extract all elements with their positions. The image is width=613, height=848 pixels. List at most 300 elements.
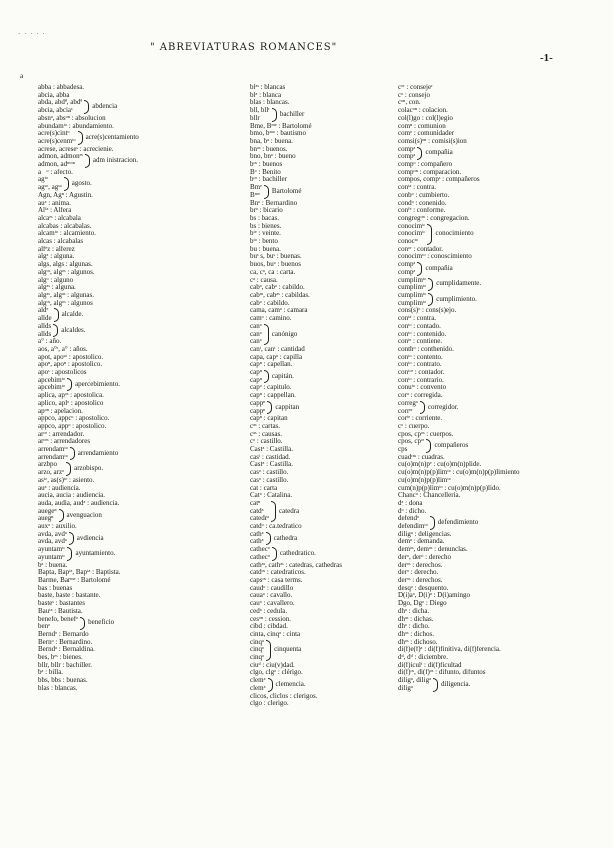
glossary-entry: cᵃ : causa. (250, 276, 278, 284)
abbreviation-form: cathecᵒ (250, 546, 270, 554)
glossary-entry: baste, baste : bastante. (38, 592, 101, 600)
glossary-group (38, 546, 216, 561)
abbreviation-form: cathecᵒ (250, 553, 270, 561)
glossary-entry: cathᵃˢ, cathᵃˢ : catedras, cathedras (250, 561, 342, 569)
abbreviation-form: admon, adᵐᵒⁿ (38, 161, 75, 169)
glossary-entry: cabᵒ : cabildo. (250, 299, 290, 307)
glossary-group (38, 99, 216, 114)
glossary-entry: Alᶠᵃ : Alfera (38, 207, 72, 215)
brace-mark (54, 308, 59, 321)
glossary-entry: appco, appcᵒ : apostolico. (38, 415, 110, 423)
glossary-entry: caudᵒ : caudillo (250, 584, 294, 592)
glossary-entry: conocimᵗᵒ : conoscimiento (398, 253, 472, 261)
glossary-group (38, 153, 216, 168)
glossary-entry: dᵈ, dᵈ : diciembre. (398, 654, 449, 662)
expansion-text: avdiencia (76, 533, 104, 542)
glossary-entry: cedᵃ : cedula. (250, 607, 288, 615)
abbreviation-forms (250, 546, 270, 561)
margin-mark: a (20, 72, 24, 80)
glossary-entry: bas : buenas (38, 584, 73, 592)
expansion-text: canónigo (271, 329, 298, 338)
brace-mark (66, 462, 71, 475)
glossary-group (398, 146, 576, 161)
brace-mark (85, 154, 90, 167)
abbreviation-forms (38, 130, 76, 145)
glossary-entry: cᵃˢ : causas. (250, 430, 282, 438)
glossary-entry: acrese, acreseˢ : acrecienie. (38, 145, 114, 153)
abbreviation-form: arzbpo (38, 461, 58, 469)
abbreviation-forms (38, 616, 78, 631)
brace-mark (420, 401, 425, 414)
brace-mark (266, 640, 271, 661)
glossary-entry: buˢ s, buˢ : buenas. (250, 253, 302, 261)
glossary-entry: aplico, aplᵒ : apostolico (38, 399, 104, 407)
glossary-entry: bs : bacas. (250, 214, 279, 222)
glossary-group (398, 277, 576, 292)
abbreviation-form: conocimᵗᵒ (398, 230, 426, 238)
glossary-entry: congregᵒⁿ : congregacion. (398, 214, 470, 222)
abbreviation-forms (38, 461, 64, 476)
abbreviation-forms (398, 277, 426, 292)
glossary-group (398, 261, 576, 276)
glossary-entry: di(f)ᵒˢ, di(f)ᵒˢ : difunto, difuntos (398, 669, 486, 677)
glossary-entry: bᵒˢ : buenos (250, 161, 283, 169)
abbreviation-forms (250, 369, 262, 384)
abbreviation-form: ayuntamᵗᵒ (38, 553, 66, 561)
glossary-entry: casᵗ : castidad. (250, 453, 291, 461)
brace-mark (427, 224, 432, 245)
glossary-entry: cauaᵒ : cavallo. (250, 592, 293, 600)
brace-mark (271, 501, 276, 522)
abbreviation-form: acre(s)cenmᵗᵒ (38, 137, 76, 145)
glossary-entry: capᵒ : capitulo. (250, 384, 292, 392)
glossary-entry: conᵗᵒ : contrario. (398, 376, 444, 384)
glossary-group (38, 307, 216, 322)
glossary-entry: dᵒ : dicho. (398, 507, 427, 515)
glossary-entry: Bme, Bᵐᵉ : Bartolomé (250, 122, 312, 130)
glossary-entry: algᵒˢ, algᵒˢ : algunos. (38, 268, 95, 276)
corner-mark: · · · · · (18, 30, 46, 38)
brace-mark (67, 547, 72, 560)
glossary-entry: bᵃ : billa. (38, 669, 64, 677)
glossary-entry: alcabas : alcabalas. (38, 222, 92, 230)
brace-mark (78, 131, 83, 144)
glossary-entry: cabᵒ, cabᵒ : cabildo. (250, 284, 305, 292)
glossary-entry: demᵃˢ, demᵃˢ : denunclas. (398, 546, 468, 554)
glossary-entry: aᷜᵒ : afecto. (38, 168, 73, 176)
glossary-entry: corᵃ : corregida. (398, 392, 443, 400)
abbreviation-forms (38, 508, 57, 523)
page-number: -1- (540, 52, 553, 64)
glossary-entry: derᵒˢ : derechos. (398, 561, 443, 569)
glossary-entry: bu : buena. (250, 245, 281, 253)
glossary-entry: abba : abbadesa. (38, 84, 85, 91)
glossary-entry: cum(n)p(p)limᵗᵒ : cu(o)m(n)p(p)lido. (398, 484, 501, 492)
glossary-entry: comsi(s)ᵒⁿ : comisi(s)ion (398, 137, 467, 145)
expansion-text: compañia (425, 264, 453, 273)
glossary-entry: ciuᵈ : ciu(v)dad. (250, 661, 295, 669)
glossary-group (38, 176, 216, 191)
abbreviation-form: cumplimᵗᵒ (398, 291, 427, 299)
glossary-entry: bbs, bbs : buenas. (38, 677, 88, 685)
glossary-entry: brᵒ : bicario (250, 207, 283, 215)
expansion-text: cathedratico. (279, 549, 316, 558)
brace-mark (53, 324, 58, 337)
glossary-group (38, 616, 216, 631)
glossary-entry: bllr, bllr : bachiller. (38, 661, 92, 669)
glossary-entry: conthᵒ : conthenido. (398, 345, 454, 353)
expansion-text: cathedra (273, 533, 298, 542)
glossary-column-1 (38, 84, 216, 693)
abbreviation-form: arrendamᵗᵒ (38, 453, 68, 461)
abbreviation-form: compᵃ (398, 145, 416, 153)
glossary-entry: casᵒ : castillo. (250, 469, 289, 477)
abbreviation-form: diligᵃ, diligᵃ (398, 677, 431, 685)
brace-mark (430, 516, 435, 529)
glossary-entry: capa, capᵃ : capilla (250, 353, 303, 361)
expansion-text: abdencia (92, 102, 118, 111)
glossary-entry: casᵒ : castillo. (250, 476, 289, 484)
glossary-entry: asᵗᵒ, as(s)ᵗᵒ : asiento. (38, 476, 95, 484)
abbreviation-form: conocᵗᵒ (398, 238, 419, 246)
glossary-entry: cu(o)m(n)pᵉ : cu(o)m(n)plide. (398, 461, 482, 469)
glossary-entry: bno, bnᵒ : bueno (250, 153, 296, 161)
glossary-column-3 (398, 84, 576, 693)
glossary-entry: bes, bᵉˢ : bienes. (38, 654, 83, 662)
glossary-entry: alcaᵉˢ : alcabala (38, 214, 81, 222)
glossary-entry: dhᵒ : dicho. (398, 623, 430, 631)
abbreviation-forms (398, 223, 425, 246)
glossary-entry: cᵒʳ : consejeʳ (398, 84, 433, 91)
abbreviation-forms (38, 531, 67, 546)
glossary-entry: blᵃˢ : blancas (250, 84, 286, 91)
glossary-entry: cᵒ : cuerpo. (398, 422, 430, 430)
glossary-entry: Catᵃ : Catalina. (250, 492, 293, 500)
abbreviation-form: cinqᵃ (250, 638, 264, 646)
glossary-group (38, 508, 216, 523)
glossary-entry: conᶠᵉ : conforme. (398, 207, 446, 215)
abbreviation-forms (250, 107, 270, 122)
abbreviation-form: compᵃ (398, 268, 416, 276)
abbreviation-forms (398, 146, 415, 161)
glossary-entry: dhᵒˢ : dichoso. (398, 638, 438, 646)
brace-mark (426, 439, 431, 452)
abbreviation-form: compᵃ (398, 153, 416, 161)
abbreviation-form: cumplimᵗᵒ (398, 299, 427, 307)
glossary-entry: catdᵒˢ : catedraticos. (250, 569, 306, 577)
abbreviation-forms (250, 639, 264, 662)
brace-mark (268, 678, 273, 691)
glossary-entry: apᵒⁿ : apelacion. (38, 407, 83, 415)
glossary-entry: colacᵒⁿ : colacion. (398, 107, 448, 115)
expansion-text: apercebimiento. (75, 379, 120, 388)
glossary-entry: cibd : cibdad. (250, 623, 288, 631)
glossary-entry: conᵒʳ : contador. (398, 245, 443, 253)
glossary-entry: absnᵃ, absᵒⁿ : absolucion (38, 114, 106, 122)
glossary-entry: buos, buᵒ : buenos (250, 261, 302, 269)
glossary-entry: auxᵒ : auxilio. (38, 523, 77, 531)
abbreviation-form: aldᵉ (38, 307, 49, 315)
brace-mark (264, 370, 269, 383)
abbreviation-forms (250, 500, 269, 523)
brace-mark (433, 678, 438, 691)
abbreviation-forms (398, 515, 428, 530)
glossary-entry: cama, camᵃ : camara (250, 307, 308, 315)
glossary-entry: alfᵉz : alferez (38, 245, 75, 253)
glossary-group (398, 400, 576, 415)
glossary-entry: diligᵃ : deligencias. (398, 530, 452, 538)
expansion-text: ayuntamiento. (75, 549, 116, 558)
expansion-text: cumplidamente. (436, 279, 482, 288)
glossary-entry: Bapta, Bapᵗᵃ, Bapᵗᵃ : Baptista. (38, 569, 121, 577)
abbreviation-form: abcia, abciaˢ (38, 107, 73, 115)
glossary-entry: arᵒʳˢ : arrendadores (38, 438, 91, 446)
brace-mark (272, 108, 277, 121)
abbreviation-form: cinqᵒ (250, 646, 265, 654)
abbreviation-form: cps (398, 446, 408, 454)
glossary-entry: cabᵃˢ, cabᵃˢ : cabildas. (250, 291, 310, 299)
abbreviation-forms (398, 677, 431, 692)
glossary-entry: conᵗᵃ : contra. (398, 315, 437, 323)
glossary-entry: di(f)iculᵗ : di(f)ficultad (398, 661, 462, 669)
brace-mark (428, 293, 433, 306)
expansion-text: Bartolomé (271, 186, 302, 195)
abbreviation-form: capⁿ (250, 369, 262, 377)
expansion-text: arzobispo. (74, 464, 104, 473)
abbreviation-forms (398, 400, 418, 415)
glossary-entry: condᵒ : conenido. (398, 199, 447, 207)
glossary-entry: algᵃˢ : alguna. (38, 284, 76, 292)
expansion-text: cappitan (275, 402, 300, 411)
abbreviation-forms (398, 292, 426, 307)
glossary-entry: auᵃ : anima. (38, 199, 71, 207)
abbreviation-forms (38, 99, 82, 114)
glossary-entry: bnᵒˢ : buenos. (250, 145, 288, 153)
expansion-text: catedra (279, 506, 300, 515)
glossary-entry: algs, algs : algunas. (38, 261, 93, 269)
glossary-entry: auᵃ : audiencia. (38, 484, 81, 492)
expansion-text: diligencia. (441, 679, 471, 688)
glossary-entry: bᵗᵉ : veinte. (250, 230, 281, 238)
glossary-entry: derᵒˢ : derechos. (398, 577, 443, 584)
glossary-entry: demᵃ : demanda. (398, 538, 445, 546)
abbreviation-form: bll, bllʳ (250, 107, 270, 115)
glossary-entry: conᵗᵒ : contento. (398, 353, 443, 361)
glossary-entry: cauᵒ : cavallero. (250, 600, 295, 608)
glossary-entry: Chancᵃ : Chancelleria. (398, 492, 461, 500)
glossary-entry: alcamᵗᵒ : alcamiento. (38, 230, 96, 238)
abbreviation-form: cumplimᵗᵒ (398, 276, 427, 284)
abbreviation-form: catⁿ (250, 499, 261, 507)
abbreviation-form: corregᵒ (398, 399, 418, 407)
glossary-entry: a° : año. (38, 338, 62, 346)
abbreviation-form: allds (38, 330, 52, 338)
abbreviation-form: auegeⁿ (38, 507, 57, 515)
brace-mark (59, 509, 64, 522)
abbreviation-form: Bmᵉ (250, 184, 262, 192)
abbreviation-forms (38, 307, 52, 322)
glossary-entry: algᵒ : alguno (38, 276, 74, 284)
abbreviation-forms (250, 677, 266, 692)
expansion-text: capitán. (271, 371, 294, 380)
abbreviation-form: cpos, cpᵒˢ (398, 438, 425, 446)
abbreviation-form: admon, admonᵉˢ (38, 153, 83, 161)
brace-mark (84, 100, 89, 113)
glossary-entry: dhᵃˢ : dichas. (398, 615, 434, 623)
glossary-entry: ca, cᵃ, ca : carta. (250, 268, 296, 276)
abbreviation-form: cathᵃ (250, 530, 264, 538)
abbreviation-form: cappⁿ (250, 399, 266, 407)
glossary-entry: Dgo, Dgᵒ : Diego (398, 600, 447, 608)
abbreviation-form: bllr (250, 114, 260, 122)
glossary-entry: cons(s)ᵒ : cons(s)ejo. (398, 307, 457, 315)
glossary-entry: conᵗᵒ : contenido. (398, 330, 447, 338)
abbreviation-form: Bᵐᵉ (250, 191, 260, 199)
glossary-entry: derᵒ : derecho. (398, 569, 439, 577)
glossary-group (38, 461, 216, 476)
abbreviation-form: canᵒ (250, 330, 262, 338)
glossary-entry: clgo, clgᵒ : clérigo. (250, 669, 303, 677)
abbreviation-forms (38, 176, 62, 191)
abbreviation-forms (38, 377, 65, 392)
abbreviation-form: auegⁿ (38, 515, 54, 523)
abbreviation-form: benefo, benefᵒ (38, 615, 79, 623)
brace-mark (80, 617, 85, 630)
glossary-entry: conbᵒ : cumbierto. (398, 191, 450, 199)
glossary-entry: aos, a°ˢ, a° : años. (38, 345, 88, 353)
abbreviation-form: allds (38, 322, 52, 330)
glossary-entry: bᵗᵒ : bento (250, 238, 278, 246)
abbreviation-form: avda, avdᵃ (38, 530, 67, 538)
glossary-entry: Berndᵃ : Bernaldina. (38, 646, 95, 654)
glossary-entry: bs : bienes. (250, 222, 282, 230)
glossary-entry: alcas : alcabalas (38, 238, 84, 246)
abbreviation-forms (250, 531, 264, 546)
abbreviation-form: defendimᵗᵒ (398, 523, 428, 531)
glossary-entry: Castᵃ : Castilla. (250, 446, 293, 454)
glossary-group (38, 377, 216, 392)
brace-mark (64, 177, 69, 190)
glossary-group (398, 677, 576, 692)
glossary-entry: apoⁿ, apoⁿ : apostolico. (38, 361, 103, 369)
glossary-entry: conᵗᵉ : contiene. (398, 338, 443, 346)
glossary-group (398, 292, 576, 307)
abbreviation-form: clemᵃ (250, 684, 266, 692)
glossary-entry: capⁿ : cappellan. (250, 392, 296, 400)
abbreviation-form: avda, avdᵃ (38, 538, 67, 546)
glossary-entry: cᵒ : consejo (398, 91, 430, 99)
expansion-text: cinquenta (274, 645, 302, 654)
abbreviation-form: cinqᵒ (250, 654, 265, 662)
glossary-entry: Bᵒ : Benito (250, 168, 281, 176)
abbreviation-form: arzo, arzᵒ (38, 469, 65, 477)
expansion-text: arrendamiento (77, 448, 119, 457)
abbreviation-form: agᵗᵒ (38, 176, 48, 184)
glossary-group (38, 130, 216, 145)
glossary-entry: Barme, Barᵐᵉ : Bartolomé (38, 577, 111, 584)
glossary-entry: aucia, aucia : audiencia. (38, 492, 106, 500)
expansion-text: bachiller (279, 109, 305, 118)
glossary-entry: algᵃˢ, algᵃˢ : algunas. (38, 291, 94, 299)
glossary-entry: cᵒ : castillo. (250, 438, 283, 446)
abbreviation-forms (250, 184, 262, 199)
glossary-entry: compᵒⁿ : comparacion. (398, 168, 462, 176)
expansion-text: defendimiento (437, 518, 479, 527)
abbreviation-form: clemᵃ (250, 677, 266, 685)
abbreviation-form: corrᵒʳ (398, 407, 413, 415)
abbreviation-forms (38, 323, 51, 338)
glossary-entry: cat : carta (250, 484, 278, 492)
glossary-entry: Agn, Agⁿ : Agustin. (38, 191, 93, 199)
glossary-entry: bᵒʳ : bachiller (250, 176, 287, 184)
expansion-text: alcaldes. (61, 325, 86, 334)
glossary-entry: cinta, cinqᵃ : cinta (250, 630, 301, 638)
abbreviation-forms (38, 546, 65, 561)
expansion-text: compañeros (434, 441, 469, 450)
glossary-entry: D(i)aᵒ, D(i)ᵃ : D(i)amingo (398, 592, 470, 600)
glossary-entry: aplica, apᵒˢ : apostolica. (38, 392, 104, 400)
glossary-group (38, 446, 216, 461)
glossary-entry: capⁿ : capellan. (250, 361, 293, 369)
glossary-entry: camᵒ : camino. (250, 315, 292, 323)
glossary-entry: Bernᵒ : Bernardino. (38, 638, 93, 646)
glossary-entry: Castᵃ : Castilla. (250, 461, 293, 469)
abbreviation-form: diligᵃ (398, 684, 413, 692)
glossary-entry: conᵗᵒ : contrato. (398, 361, 442, 369)
abbreviation-form: catdᵃ (250, 507, 264, 515)
page-title: " ABREVIATURAS ROMANCES" (150, 42, 338, 53)
glossary-entry: cesᵒⁿ : cession. (250, 615, 291, 623)
glossary-entry: cuadʳᵃˢ : cuadras. (398, 453, 445, 461)
expansion-text: agosto. (71, 179, 92, 188)
glossary-entry: conᵗᵒ : contado. (398, 322, 441, 330)
abbreviation-form: cappⁿ (250, 407, 266, 415)
glossary-entry: conuᵗᵒ : convento (398, 384, 447, 392)
expansion-text: adm inistracion. (92, 156, 138, 165)
glossary-entry: basteˢ : bastantes (38, 600, 85, 608)
abbreviation-form: cumplimᵗᵒ (398, 284, 427, 292)
expansion-text: corregidor. (427, 402, 459, 411)
glossary-entry: cu(o)m(n)p(p)limᵗᵒ (398, 476, 451, 484)
expansion-text: clemencia. (275, 679, 306, 688)
abbreviation-form: canᵒ (250, 322, 262, 330)
glossary-entry: conᵗᵒʳ : contador. (398, 369, 445, 377)
glossary-entry: apot, apoˢᵒ : apostolico. (38, 353, 104, 361)
glossary-entry: dᵃ : dona (398, 499, 423, 507)
glossary-entry: bmo, bᵐᵒ : bautismo (250, 130, 306, 138)
brace-mark (267, 401, 272, 414)
glossary-entry: cu(o)m(n)p(p)limᵗᵒ : cu(o)m(n)p(p)limiento (398, 469, 520, 477)
glossary-group (38, 323, 216, 338)
glossary-entry: conᵗᵃ : contra. (398, 184, 437, 192)
brace-mark (417, 262, 422, 275)
abbreviation-forms (250, 400, 265, 415)
brace-mark (264, 324, 269, 345)
glossary-entry: clgo : clerigo. (250, 700, 289, 708)
glossary-entry: comᵒ : comunidader (398, 130, 455, 138)
abbreviation-forms (398, 438, 424, 453)
abbreviation-form: apcebimᵗᵒ (38, 384, 66, 392)
brace-mark (272, 547, 277, 560)
glossary-entry: corᵗᵉ : corriente. (398, 415, 443, 423)
glossary-entry: col(l)go : col(l)egio (398, 114, 453, 122)
glossary-entry: di(f)e(f)ᵃ : di(f)finitiva, di(f)ferencia. (398, 646, 501, 654)
glossary-entry: capⁿ : capitan (250, 415, 288, 423)
glossary-entry: auda, audia, audᵃ : audiencia. (38, 499, 120, 507)
glossary-entry: dhᵃ : dicha. (398, 607, 430, 615)
glossary-group (38, 531, 216, 546)
glossary-group (398, 515, 576, 530)
